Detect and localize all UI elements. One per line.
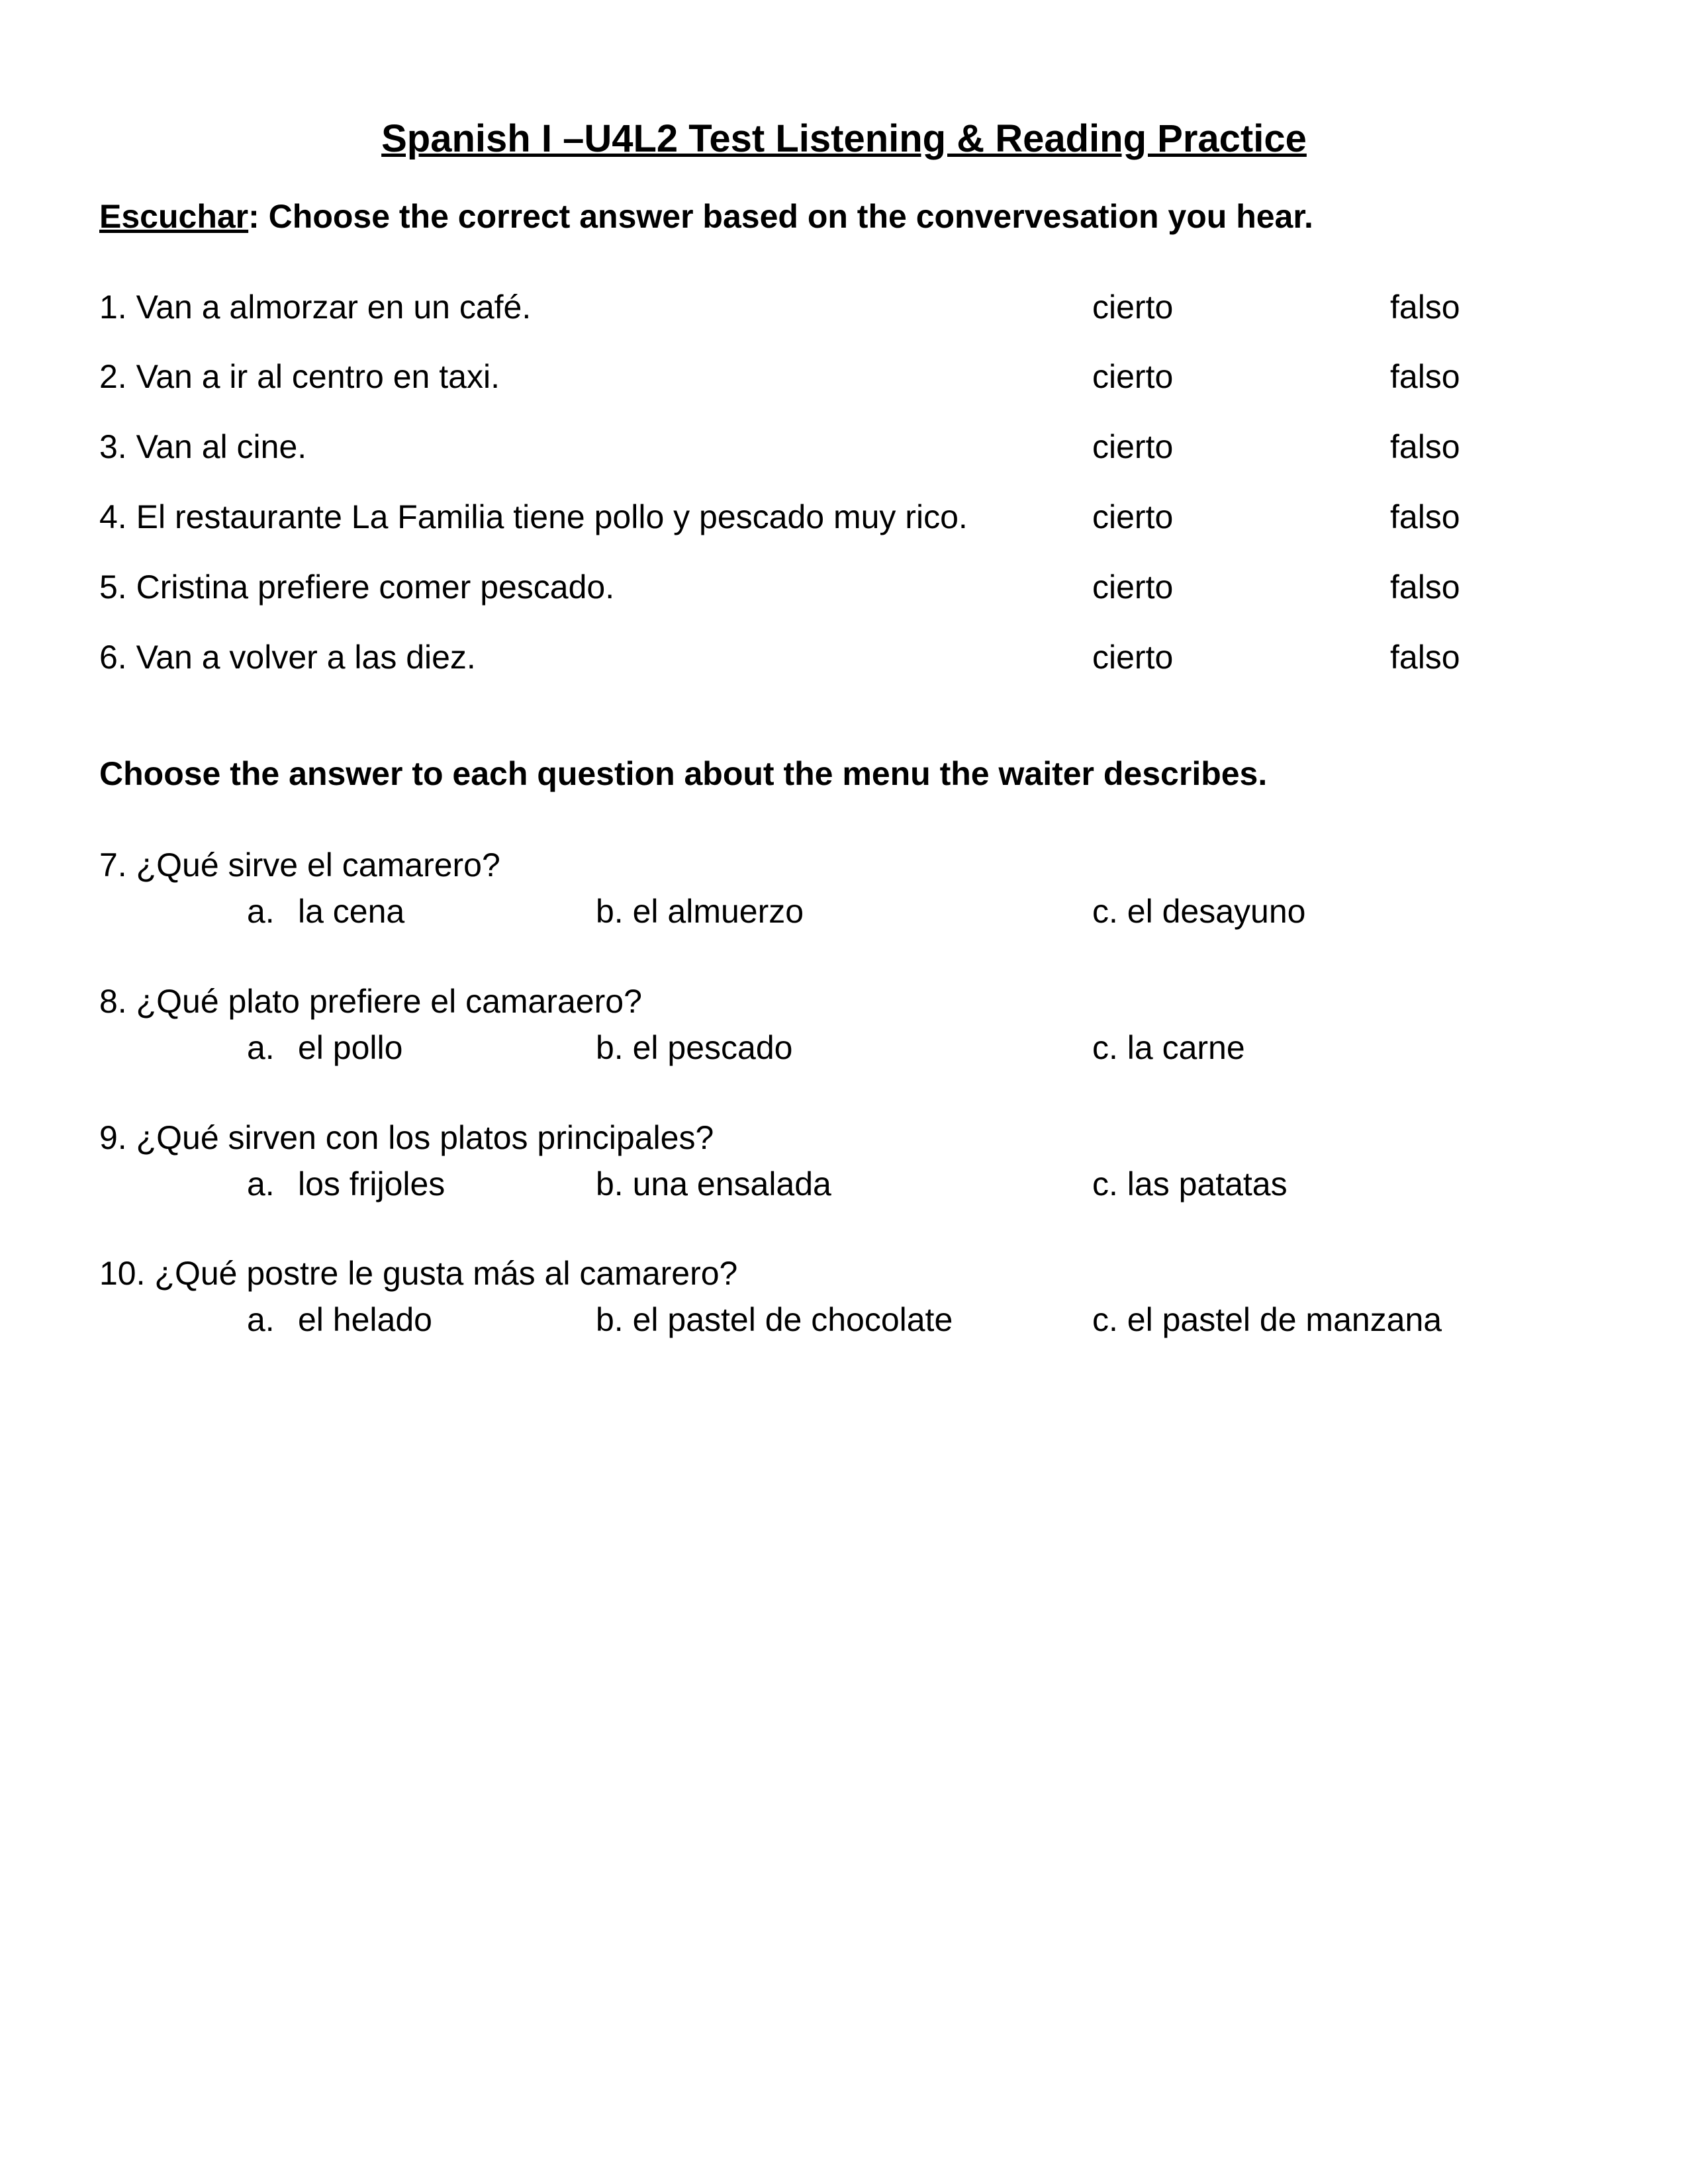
option-c[interactable]: c. el desayuno	[1092, 893, 1306, 930]
cierto-option[interactable]: cierto	[1092, 639, 1174, 676]
option-a-letter: a.	[247, 1029, 275, 1066]
escuchar-label: Escuchar	[99, 198, 249, 235]
falso-option[interactable]: falso	[1390, 639, 1460, 676]
statement-text: 4. El restaurante La Familia tiene pollo y pescado muy rico.	[99, 498, 968, 535]
page-title: Spanish I –U4L2 Test Listening & Reading Practice	[381, 117, 1307, 160]
answer-options	[0, 892, 1688, 938]
cierto-option[interactable]: cierto	[1092, 569, 1174, 606]
true-false-item	[99, 568, 1589, 614]
option-a-letter: a.	[247, 1165, 275, 1203]
falso-option[interactable]: falso	[1390, 428, 1460, 465]
question-text: 9. ¿Qué sirven con los platos principales?	[99, 1119, 714, 1156]
question-text: 8. ¿Qué plato prefiere el camaraero?	[99, 983, 642, 1020]
true-false-item	[99, 638, 1589, 684]
option-b[interactable]: b. el pastel de chocolate	[596, 1301, 953, 1338]
option-a[interactable]: el pollo	[298, 1029, 403, 1066]
cierto-option[interactable]: cierto	[1092, 289, 1174, 326]
statement-text: 6. Van a volver a las diez.	[99, 639, 476, 676]
cierto-option[interactable]: cierto	[1092, 498, 1174, 535]
option-b[interactable]: b. una ensalada	[596, 1165, 831, 1203]
falso-option[interactable]: falso	[1390, 498, 1460, 535]
option-a-letter: a.	[247, 893, 275, 930]
option-c[interactable]: c. las patatas	[1092, 1165, 1288, 1203]
statement-text: 2. Van a ir al centro en taxi.	[99, 358, 500, 395]
reading-instruction: Choose the answer to each question about the menu the waiter describes.	[99, 755, 1268, 792]
question-text: 10. ¿Qué postre le gusta más al camarero?	[99, 1255, 738, 1292]
answer-options	[0, 1165, 1688, 1211]
falso-option[interactable]: falso	[1390, 289, 1460, 326]
true-false-item	[99, 288, 1589, 334]
listening-instruction-text: : Choose the correct answer based on the convervesation you hear.	[248, 198, 1313, 235]
listening-instruction	[99, 197, 1313, 236]
option-b[interactable]: b. el almuerzo	[596, 893, 804, 930]
statement-text: 3. Van al cine.	[99, 428, 307, 465]
true-false-item	[99, 357, 1589, 404]
question-text: 7. ¿Qué sirve el camarero?	[99, 846, 500, 884]
falso-option[interactable]: falso	[1390, 569, 1460, 606]
statement-text: 1. Van a almorzar en un café.	[99, 289, 532, 326]
answer-options	[0, 1300, 1688, 1347]
option-a-letter: a.	[247, 1301, 275, 1338]
option-a[interactable]: el helado	[298, 1301, 432, 1338]
true-false-item	[99, 428, 1589, 474]
statement-text: 5. Cristina prefiere comer pescado.	[99, 569, 615, 606]
cierto-option[interactable]: cierto	[1092, 428, 1174, 465]
option-c[interactable]: c. el pastel de manzana	[1092, 1301, 1442, 1338]
option-a[interactable]: los frijoles	[298, 1165, 445, 1203]
option-b[interactable]: b. el pescado	[596, 1029, 793, 1066]
falso-option[interactable]: falso	[1390, 358, 1460, 395]
cierto-option[interactable]: cierto	[1092, 358, 1174, 395]
option-a[interactable]: la cena	[298, 893, 405, 930]
answer-options	[0, 1028, 1688, 1075]
option-c[interactable]: c. la carne	[1092, 1029, 1245, 1066]
true-false-item	[99, 498, 1589, 544]
